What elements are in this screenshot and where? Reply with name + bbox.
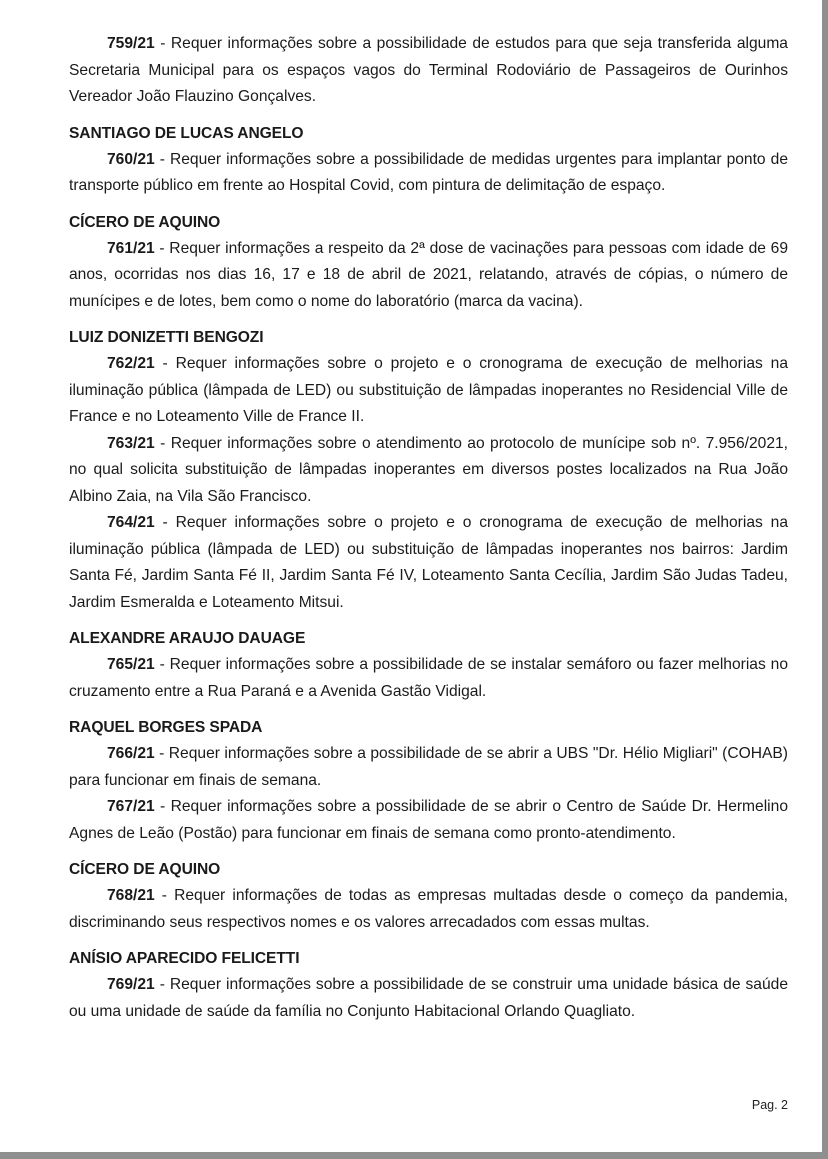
page-number: Pag. 2	[751, 1098, 788, 1112]
request-text: - Requer informações sobre a possibilidade de estudos para que seja transferida alguma Secretaria Municipal para os espaços vagos do Terminal Rodoviário de Passageiros de Ourinhos Vereador João Flauzino Gonçalves.	[69, 35, 788, 105]
request-number: 769/21	[107, 976, 155, 993]
author-name: CÍCERO DE AQUINO	[69, 861, 221, 878]
request-text: - Requer informações sobre a possibilidade de se abrir a UBS "Dr. Hélio Migliari" (COHAB) para funcionar em finais de semana.	[69, 745, 788, 789]
request-paragraph	[69, 883, 788, 936]
request-number: 762/21	[107, 355, 155, 372]
request-paragraph	[69, 652, 788, 705]
request-text: - Requer informações sobre o atendimento ao protocolo de munícipe sob nº. 7.956/2021, no qual solicita substituição de lâmpadas inoperantes em diversos postes localizados na Rua João Albino Zaia, na Vila São Francisco.	[69, 434, 788, 505]
request-section	[69, 626, 788, 705]
request-number: 760/21	[107, 150, 155, 168]
request-paragraph	[69, 351, 788, 431]
request-number: 764/21	[107, 514, 155, 531]
request-section	[69, 946, 788, 1025]
requests-list	[69, 31, 788, 1025]
request-paragraph	[69, 147, 788, 200]
request-paragraph	[69, 972, 788, 1025]
author-name: CÍCERO DE AQUINO	[69, 213, 221, 231]
author-name: ALEXANDRE ARAUJO DAUAGE	[69, 630, 306, 647]
request-text: - Requer informações sobre o projeto e o cronograma de execução de melhorias na iluminação pública (lâmpada de LED) ou substituição de lâmpadas inoperantes no Residencial Ville de France e no Loteamento Ville de France II.	[69, 355, 788, 425]
request-number: 767/21	[107, 798, 155, 815]
request-paragraph	[69, 431, 788, 511]
request-paragraph	[69, 236, 788, 316]
request-number: 768/21	[107, 887, 155, 904]
request-text: - Requer informações de todas as empresas multadas desde o começo da pandemia, discriminando seus respectivos nomes e os valores arrecadados com essas multas.	[69, 887, 788, 931]
request-paragraph	[69, 31, 788, 111]
request-paragraph	[69, 510, 788, 616]
author-name: LUIZ DONIZETTI BENGOZI	[69, 329, 264, 346]
request-paragraph	[69, 741, 788, 794]
request-number: 765/21	[107, 656, 155, 673]
request-text: - Requer informações sobre a possibilidade de se instalar semáforo ou fazer melhorias no cruzamento entre a Rua Paraná e a Avenida Gastão Vidigal.	[69, 656, 788, 700]
author-name: ANÍSIO APARECIDO FELICETTI	[69, 950, 300, 967]
request-section	[69, 325, 788, 616]
request-section	[69, 210, 788, 316]
request-text: - Requer informações sobre o projeto e o cronograma de execução de melhorias na iluminação pública (lâmpada de LED) ou substituição de lâmpadas inoperantes nos bairros: Jardim Santa Fé, Jardim Santa Fé II, Jardim Santa Fé IV, Loteamento Santa Cecília, Jardim São Judas Tadeu, Jardim Esmeralda e Loteamento Mitsui.	[69, 514, 788, 611]
request-text: - Requer informações a respeito da 2ª dose de vacinações para pessoas com idade de 69 anos, ocorridas nos dias 16, 17 e 18 de abril de 2021, relatando, através de cópias, o número de munícipes e de lotes, bem como o nome do laboratório (marca da vacina).	[69, 239, 788, 310]
request-section	[69, 857, 788, 936]
request-section	[69, 121, 788, 200]
author-name: SANTIAGO DE LUCAS ANGELO	[69, 124, 304, 142]
request-text: - Requer informações sobre a possibilidade de se abrir o Centro de Saúde Dr. Hermelino Agnes de Leão (Postão) para funcionar em finais de semana como pronto-atendimento.	[69, 798, 788, 842]
author-name: RAQUEL BORGES SPADA	[69, 719, 263, 736]
request-section	[69, 715, 788, 847]
request-text: - Requer informações sobre a possibilidade de se construir uma unidade básica de saúde ou uma unidade de saúde da família no Conjunto Habitacional Orlando Quagliato.	[69, 976, 788, 1020]
request-text: - Requer informações sobre a possibilidade de medidas urgentes para implantar ponto de transporte público em frente ao Hospital Covid, com pintura de delimitação de espaço.	[69, 150, 788, 194]
request-section	[69, 31, 788, 111]
request-number: 759/21	[107, 35, 155, 52]
request-paragraph	[69, 794, 788, 847]
request-number: 766/21	[107, 745, 155, 762]
request-number: 761/21	[107, 239, 155, 257]
request-number: 763/21	[107, 434, 155, 452]
